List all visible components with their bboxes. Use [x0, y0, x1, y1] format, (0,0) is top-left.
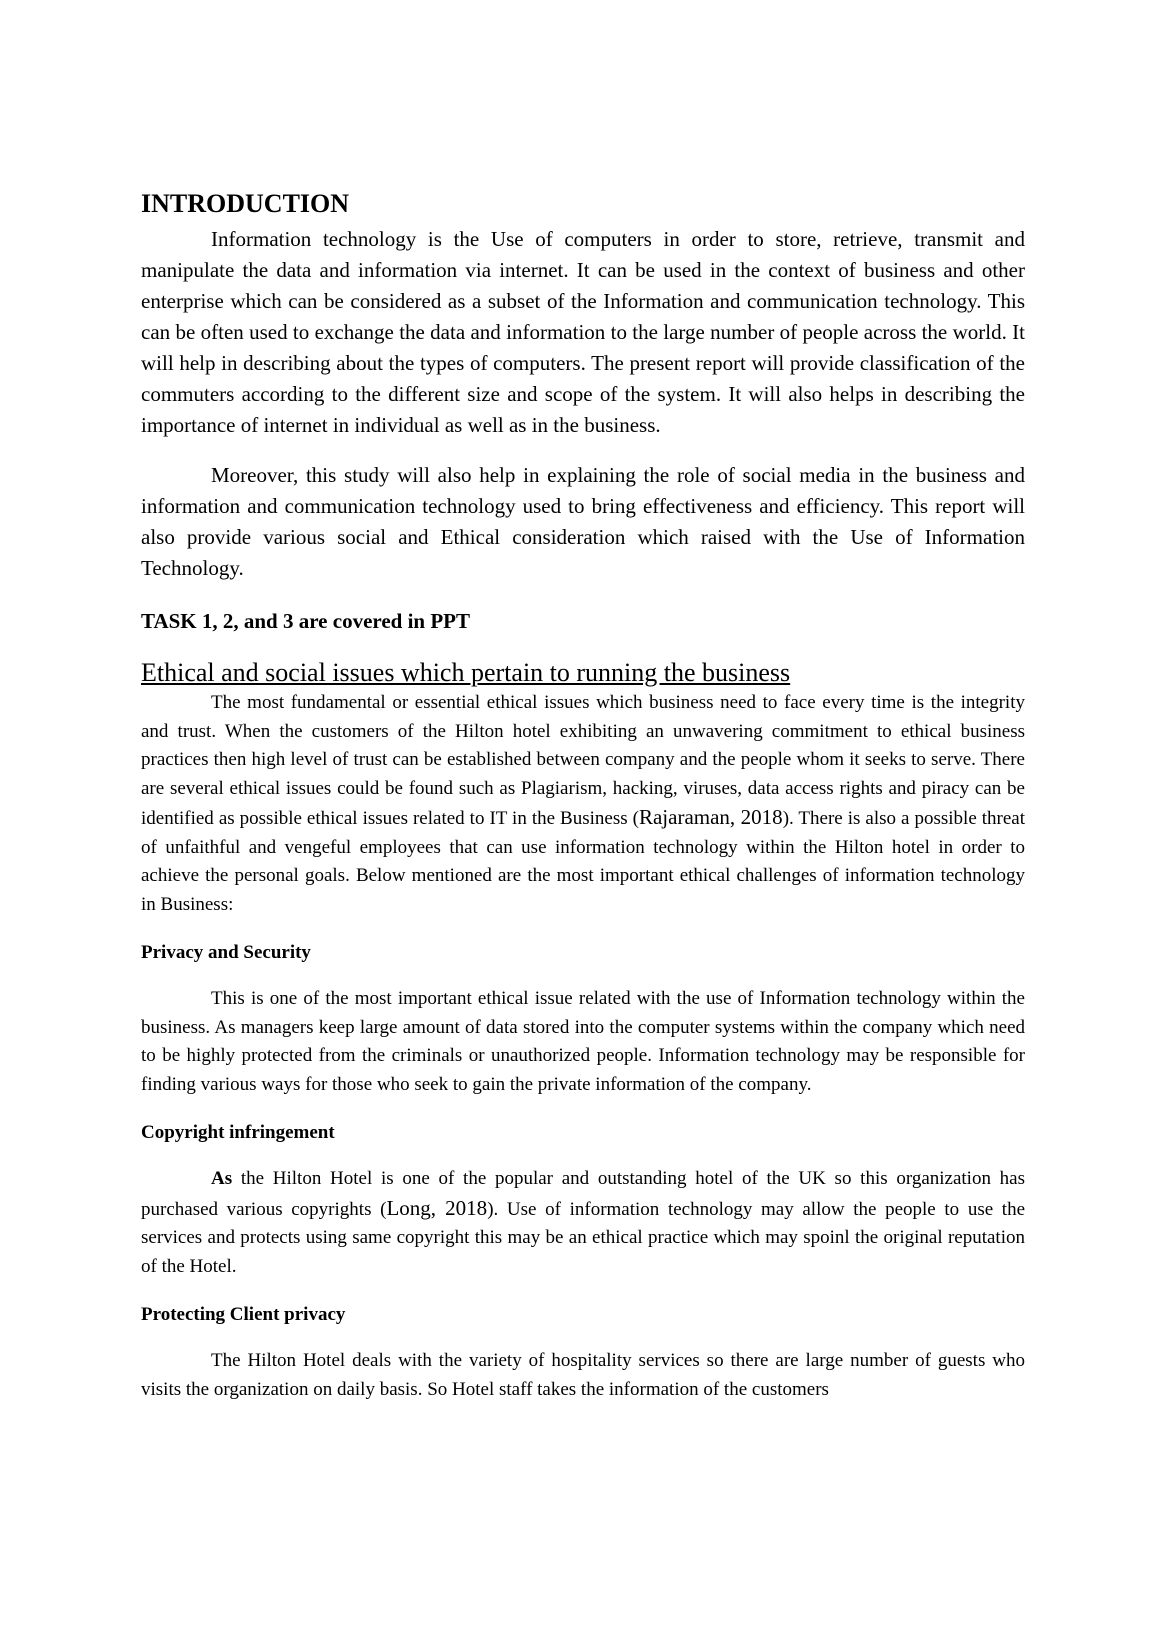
citation-long: Long, 2018 [386, 1195, 488, 1220]
client-privacy-heading: Protecting Client privacy [141, 1304, 346, 1325]
task-note: TASK 1, 2, and 3 are covered in PPT [141, 609, 471, 633]
copyright-text-a: the Hilton Hotel is one of the popular and outstanding hotel of the UK so this organization has purchased various copyrights ( [141, 1168, 1025, 1220]
copyright-heading: Copyright infringement [141, 1122, 335, 1143]
copyright-paragraph [141, 1165, 1025, 1281]
citation-rajaraman: Rajaraman, 2018 [638, 805, 783, 829]
ethics-paragraph [141, 689, 1025, 919]
introduction-heading: INTRODUCTION [141, 189, 350, 218]
client-privacy-paragraph: The Hilton Hotel deals with the variety of hospitality services so there are large number of guests who visits the organization on daily basis. So Hotel staff takes the information of the customers [141, 1350, 1025, 1400]
intro-paragraph-2: Moreover, this study will also help in explaining the role of social media in the business and information and communication technology used to bring effectiveness and efficiency. This report will also provide various social and Ethical consideration which raised with the Use of Information Technology. [141, 463, 1025, 580]
intro-paragraph-1: Information technology is the Use of computers in order to store, retrieve, transmit and manipulate the data and information via internet. It can be used in the context of business and other enterprise which can be considered as a subset of the Information and communication technology. This can be often used to exchange the data and information to the large number of people across the world. It will help in describing about the types of computers. The present report will provide classification of the commuters according to the different size and scope of the system. It will also helps in describing the importance of internet in individual as well as in the business. [141, 227, 1025, 437]
privacy-paragraph: This is one of the most important ethical issue related with the use of Information technology within the business. As managers keep large amount of data stored into the computer systems within the company which need to be highly protected from the criminals or unauthorized people. Information technology may be responsible for finding various ways for those who seek to gain the private information of the company. [141, 988, 1025, 1095]
copyright-lead: As [211, 1168, 233, 1189]
privacy-heading: Privacy and Security [141, 942, 311, 963]
copyright-text-b: ). Use of information technology may allow the people to use the services and protects using same copyright this may be an ethical practice which may spoinl the original reputation of the Hotel. [141, 1198, 1026, 1277]
section-title: Ethical and social issues which pertain to running the business [141, 658, 791, 687]
ethics-text-a: The most fundamental or essential ethical issues which business need to face every time is the integrity and trust. When the customers of the Hilton hotel exhibiting an unwavering commitment to ethical business practices then high level of trust can be established between company and the people whom it seeks to serve. There are several ethical issues could be found such as Plagiarism, hacking, viruses, data access rights and piracy can be identified as possible ethical issues related to IT in the Business ( [141, 692, 1025, 829]
document-page [141, 184, 1025, 1404]
ethics-text-b: ). There is also a possible threat of unfaithful and vengeful employees that can use information technology within the Hilton hotel in order to achieve the personal goals. Below mentioned are the most important ethical challenges of information technology in Business: [141, 808, 1026, 915]
